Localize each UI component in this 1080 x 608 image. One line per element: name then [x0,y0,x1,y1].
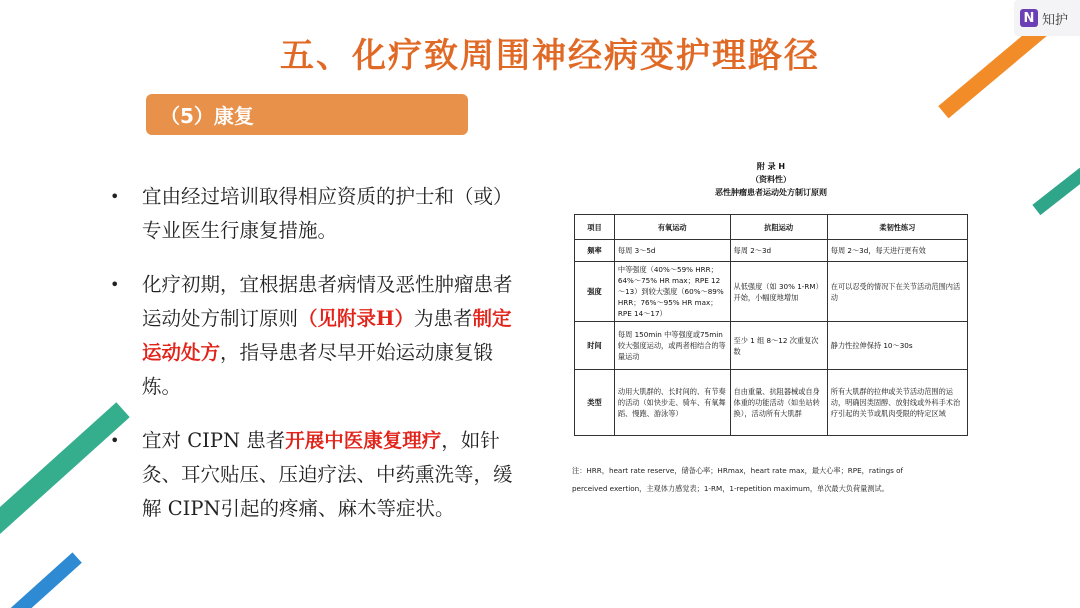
table-row [575,322,968,370]
bullet-emphasis-text: （见附录H） [298,307,414,330]
table-header-row [575,215,968,240]
bullet-list [110,180,530,546]
table-header-cell: 抗阻运动 [730,215,827,240]
table-cell: 所有大肌群的拉伸或关节活动范围的运动，明确因类固醇、放射线或外科手术治疗引起的关节或肌肉受限的特定区域 [827,370,967,436]
bullet-text: 为患者 [413,307,473,330]
table-cell: 在可以忍受的情况下在关节活动范围内活动 [827,262,967,322]
bullet-text: ，指导患者尽早开始运动康复锻炼。 [142,341,494,398]
table-cell: 自由重量、抗阻器械或自身体重的功能活动（如坐站转换），活动所有大肌群 [730,370,827,436]
table-cell: 每周 150min 中等强度或75min 较大强度运动，或两者相结合的等量运动 [614,322,730,370]
table-row [575,240,968,262]
bullet-dot-icon: • [110,187,120,206]
bullet-emphasis-text: 制定运动处方 [142,307,512,364]
table-cell: 每周 2～3d，每天进行更有效 [827,240,967,262]
logo-text: 知护 [1042,12,1069,28]
table-cell: 每周 2～3d [730,240,827,262]
table-header-cell: 有氧运动 [614,215,730,240]
table-row-label: 时间 [575,322,615,370]
table-header-cell: 柔韧性练习 [827,215,967,240]
table-cell: 从低强度（如 30% 1-RM）开始，小幅度地增加 [730,262,827,322]
appendix-subheading: （资料性） [751,175,791,184]
section-label: （5）康复 [160,104,254,128]
table-cell: 静力性拉伸保持 10～30s [827,322,967,370]
table-cell: 每周 3～5d [614,240,730,262]
bullet-item [110,424,530,526]
bullet-text: ，如针灸、耳穴贴压、压迫疗法、中药熏洗等，缓解 CIPN引起的疼痛、麻木等症状。 [142,429,513,520]
appendix-heading: 附 录 H [756,162,786,171]
decor-stripe-blue [0,552,82,608]
bullet-item [110,268,530,404]
appendix-note-line: perceived exertion，主观体力感觉表；1-RM，1-repetition maximum，单次最大负荷量测试。 [572,484,889,493]
bullet-emphasis-text: 开展中医康复理疗 [285,429,442,452]
table-row [575,262,968,322]
bullet-text: 宜由经过培训取得相应资质的护士和（或）专业医生行康复措施。 [142,185,513,242]
appendix-heading-block [572,160,970,199]
table-cell: 动用大肌群的、长时间的、有节奏的活动（如快步走、骑车、有氧舞蹈、慢跑、游泳等） [614,370,730,436]
section-header [146,94,468,135]
logo-icon: N [1020,9,1038,27]
bullet-dot-icon: • [110,275,120,294]
table-row [575,370,968,436]
page-title: 五、化疗致周围神经病变护理路径 [280,36,820,76]
table-row-label: 类型 [575,370,615,436]
exercise-prescription-table [574,214,968,436]
table-row-label: 频率 [575,240,615,262]
appendix-note-line: 注：HRR，heart rate reserve，储备心率；HRmax，heart rate max，最大心率；RPE，ratings of [572,466,904,475]
appendix-table-title: 恶性肿瘤患者运动处方制订原则 [715,188,827,197]
decor-stripe-green-right [1032,168,1080,215]
table-cell: 至少 1 组 8～12 次重复次数 [730,322,827,370]
bullet-item [110,180,530,248]
bullet-text: 化疗初期，宜根据患者病情及恶性肿瘤患者运动处方制订原则 [142,273,513,330]
table-header-cell: 项目 [575,215,615,240]
bullet-dot-icon: • [110,431,120,450]
table-row-label: 强度 [575,262,615,322]
table-cell: 中等强度（40%～59% HRR；64%～75% HR max；RPE 12～13）到较大强度（60%～89% HRR；76%～95% HR max；RPE 14～17） [614,262,730,322]
bullet-text: 宜对 CIPN 患者 [142,429,286,452]
appendix-figure [572,160,970,500]
appendix-note [572,462,970,498]
brand-logo [1014,0,1080,36]
